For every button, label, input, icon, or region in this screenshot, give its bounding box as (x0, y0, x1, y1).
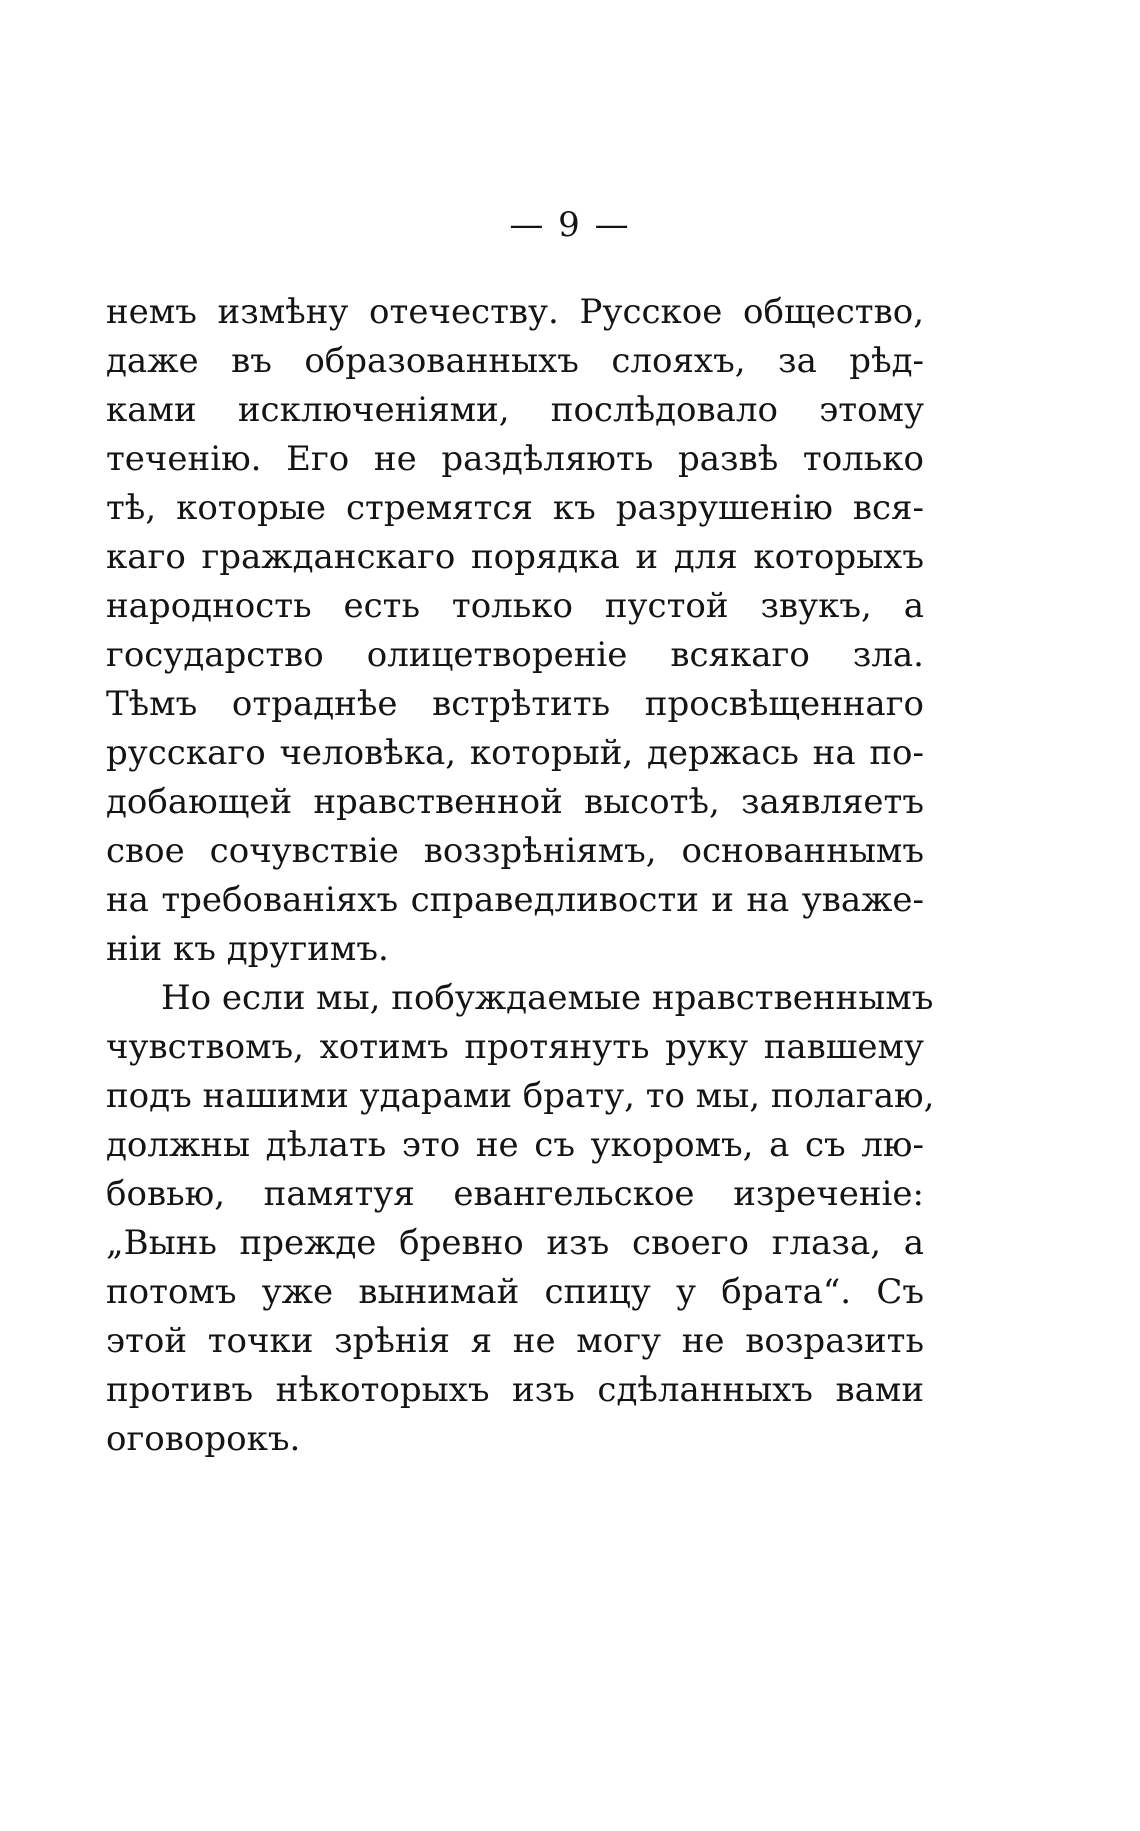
text-line: даже въ образованныхъ слояхъ, за рѣд- (106, 341, 924, 381)
text-line: подъ нашими ударами брату, то мы, полагаю, (106, 1076, 935, 1116)
text-line: бовью, памятуя евангельское изреченіе: (106, 1174, 924, 1214)
text-line: свое сочувствіе воззрѣніямъ, основаннымъ (106, 831, 924, 871)
text-line: чувствомъ, хотимъ протянуть руку павшему (106, 1027, 924, 1067)
page-number: — 9 — (509, 205, 631, 245)
text-line: русскаго человѣка, который, держась на по- (106, 733, 924, 773)
text-line: оговорокъ. (106, 1419, 301, 1459)
text-line: ніи къ другимъ. (106, 929, 389, 969)
paragraph-1 (106, 288, 924, 974)
text-line: тѣ, которые стремятся къ разрушенію вся- (106, 488, 924, 528)
text-line: этой точки зрѣнія я не могу не возразить (106, 1321, 924, 1361)
body-text (106, 288, 935, 1464)
text-line: теченію. Его не раздѣляють развѣ только (106, 439, 924, 479)
text-line: „Вынь прежде бревно изъ своего глаза, а (106, 1223, 924, 1263)
text-line: немъ измѣну отечеству. Русское общество, (106, 292, 924, 332)
text-line: народность есть только пустой звукъ, а (106, 586, 924, 626)
paragraph-2 (106, 974, 935, 1464)
text-line: потомъ уже вынимай спицу у брата“. Съ (106, 1272, 924, 1312)
text-line: противъ нѣкоторыхъ изъ сдѣланныхъ вами (106, 1370, 924, 1410)
text-line: каго гражданскаго порядка и для которыхъ (106, 537, 924, 577)
text-line: добающей нравственной высотѣ, заявляетъ (106, 782, 924, 822)
text-line: Но если мы, побуждаемые нравственнымъ (161, 978, 934, 1018)
text-line: должны дѣлать это не съ укоромъ, а съ лю- (106, 1125, 924, 1165)
text-line: Тѣмъ отраднѣе встрѣтить просвѣщеннаго (106, 684, 924, 724)
text-line: на требованіяхъ справедливости и на уваже- (106, 880, 924, 920)
text-line: государство олицетвореніе всякаго зла. (106, 635, 924, 675)
text-line: ками исключеніями, послѣдовало этому (106, 390, 924, 430)
